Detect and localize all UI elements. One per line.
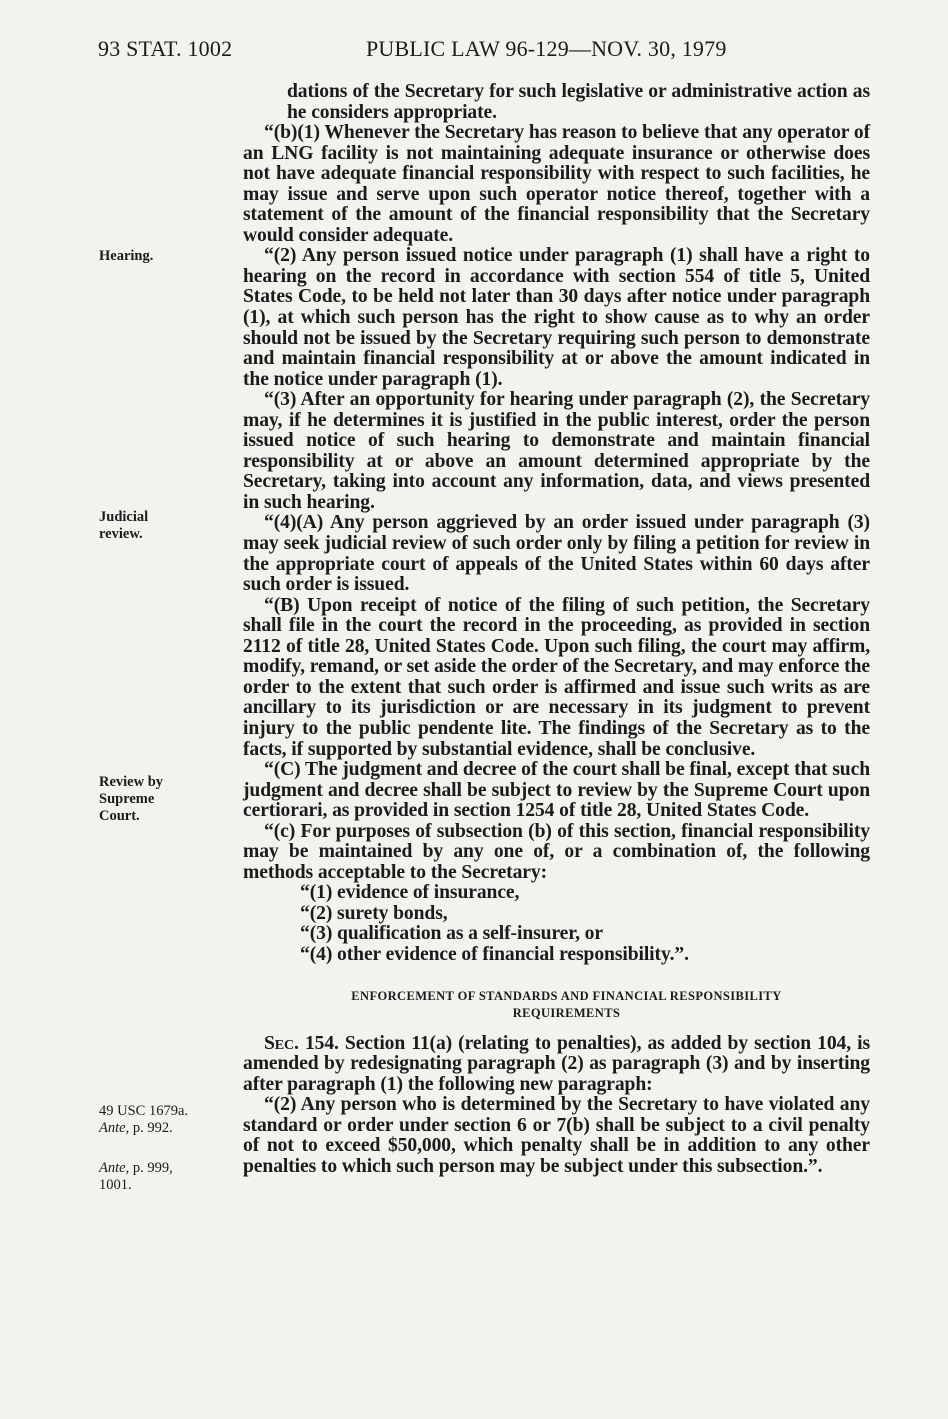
section-heading-line: ENFORCEMENT OF STANDARDS AND FINANCIAL RESPONSIBILITY — [351, 988, 782, 1003]
paragraph: “(c) For purposes of subsection (b) of this section, financial responsibility may be maintained by any one of, or a combination of, the following methods acceptable to the Secretary: — [243, 820, 870, 883]
margin-note-line: Review by — [99, 774, 164, 790]
margin-note-line: Judicial — [99, 509, 149, 525]
margin-note-line: review. — [99, 526, 143, 542]
paragraph: “(2) Any person who is determined by the Secretary to have violated any standard or order under section 6 or 7(b) shall be subject to a civil penalty of not to exceed $50,000, which penalty shall be in addition to any other penalties to which such person may be subject under this subsection.”. — [243, 1094, 870, 1177]
list-item: “(3) qualification as a self-insurer, or — [300, 923, 603, 945]
margin-note-hearing-text: Hearing. — [99, 248, 154, 264]
list-item: “(2) surety bonds, — [300, 902, 448, 924]
margin-note-hearing — [99, 248, 153, 265]
section-heading — [243, 988, 870, 1022]
section-paragraph — [243, 1034, 870, 1096]
public-law-title: PUBLIC LAW 96-129—NOV. 30, 1979 — [366, 36, 727, 61]
paragraph: “(3) After an opportunity for hearing under paragraph (2), the Secretary may, if he determines it is justified in the public interest, order the person issued notice of such hearing to demonstrate and maintain financial responsibility at or above an amount determined appropriate by the Secretary, taking into account any information, data, and views presented in such hearing. — [243, 389, 870, 513]
margin-note-line: 1001. — [99, 1177, 132, 1193]
margin-note-line: Supreme — [99, 791, 155, 807]
margin-note-italic: Ante, — [99, 1120, 130, 1136]
margin-note-italic: Ante, — [99, 1160, 130, 1176]
section-label: Sec. — [264, 1032, 299, 1054]
section-text: 154. Section 11(a) (relating to penalties), as added by section 104, is amended by redesignating paragraph (2) as paragraph (3) and by inserting after paragraph (1) the following new paragraph: — [243, 1032, 870, 1095]
paragraph: “(B) Upon receipt of notice of the filing of such petition, the Secretary shall file in the court the record in the proceeding, as provided in section 2112 of title 28, United States Code. Upon such filing, the court may affirm, modify, remand, or set aside the order of the Secretary, and may enforce the order to the extent that such order is affirmed and issue such writs as are ancillary to its jurisdiction or are necessary in its judgment to prevent injury to the public pendente lite. The findings of the Secretary as to the facts, if supported by substantial evidence, shall be conclusive. — [243, 594, 870, 760]
paragraph: “(2) Any person issued notice under paragraph (1) shall have a right to hearing on the record in accordance with section 554 of title 5, United States Code, to be held not later than 30 days after notice under paragraph (1), at which such person has the right to show cause as to why an order should not be issued by the Secretary requiring such person to demonstrate and maintain financial responsibility at or above the amount indicated in the notice under paragraph (1). — [243, 245, 870, 390]
margin-note-line: Court. — [99, 808, 140, 824]
margin-note-line: 49 USC 1679a. — [99, 1103, 189, 1119]
paragraph: dations of the Secretary for such legislative or administrative action as he considers appropriate. — [287, 81, 870, 123]
margin-note-ante — [99, 1160, 173, 1194]
paragraph: “(C) The judgment and decree of the court shall be final, except that such judgment and decree shall be subject to review by the Supreme Court upon certiorari, as provided in section 1254 of title 28, United States Code. — [243, 759, 870, 822]
margin-note-text: p. 992. — [129, 1120, 173, 1136]
margin-note-line — [99, 1160, 173, 1177]
list-item: “(4) other evidence of financial responsibility.”. — [300, 943, 689, 965]
statute-page-number: 93 STAT. 1002 — [98, 36, 233, 61]
paragraph: “(b)(1) Whenever the Secretary has reason to believe that any operator of an LNG facility is not maintaining adequate insurance or otherwise does not have adequate financial responsibility with respect to such facilities, he may issue and serve upon such operator notice thereof, together with a statement of the amount of the financial responsibility that the Secretary would consider adequate. — [243, 122, 870, 246]
section-heading-line: REQUIREMENTS — [512, 1005, 621, 1020]
margin-note-line — [99, 1120, 188, 1137]
list-item: “(1) evidence of insurance, — [300, 882, 520, 904]
margin-note-supreme-court — [99, 774, 163, 825]
main-text — [243, 82, 870, 1177]
page-header — [98, 36, 878, 68]
paragraph: “(4)(A) Any person aggrieved by an order issued under paragraph (3) may seek judicial review of such order only by filing a petition for review in the appropriate court of appeals of the United States within 60 days after such order is issued. — [243, 512, 870, 596]
margin-note-text: p. 999, — [129, 1160, 173, 1176]
margin-note-judicial-review — [99, 509, 148, 543]
margin-note-usc — [99, 1103, 188, 1137]
